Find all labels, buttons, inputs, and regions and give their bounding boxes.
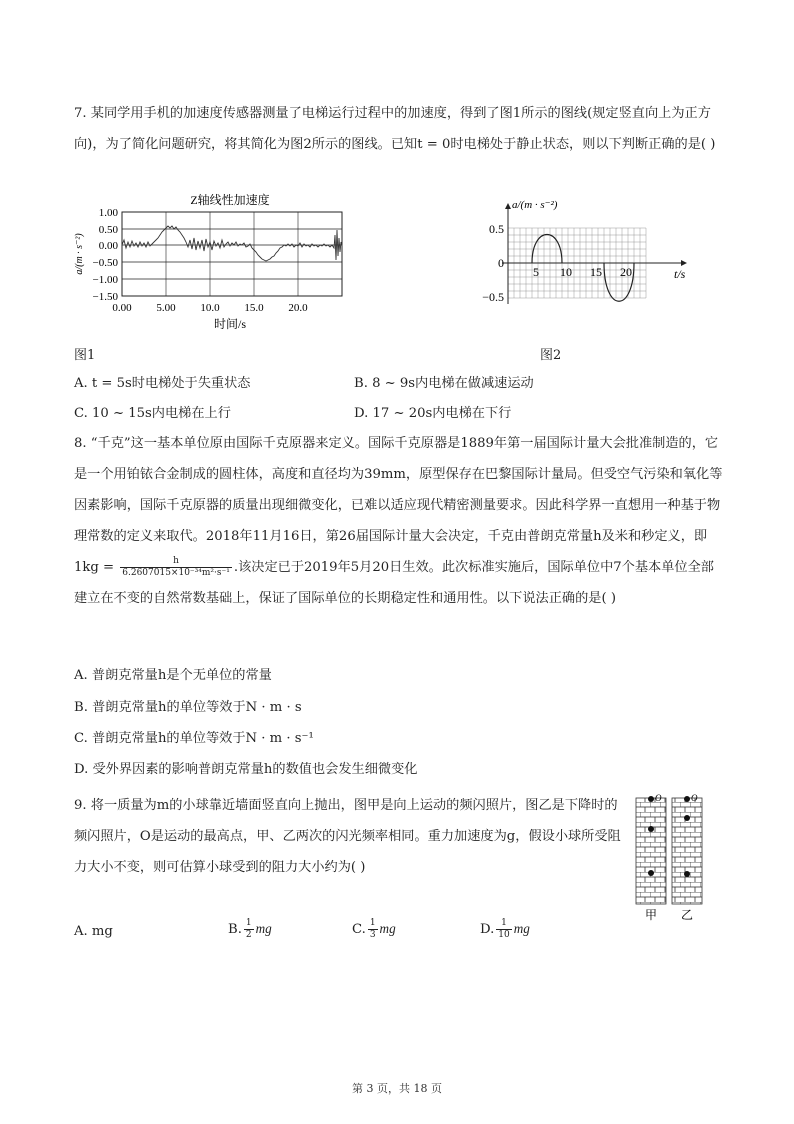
- q9-stem: 9. 将一质量为m的小球靠近墙面竖直向上抛出，图甲是向上运动的频闪照片，图乙是下降时的频闪照片，O是运动的最高点，甲、乙两次的闪光频率相同。重力加速度为g，假设小球所受阻力大小不变，则可估算小球受到的阻力大小约为( ): [74, 798, 621, 875]
- fig2-ytick-3: −0.5: [482, 290, 504, 304]
- fig2-xtick-3: 15: [590, 265, 602, 279]
- fig1-ylabel: a/(m · s⁻²): [74, 233, 85, 275]
- fig2-ytick-2: 0: [498, 256, 504, 270]
- fig2-xtick-1: 5: [533, 265, 539, 279]
- q9-label-o-yi: O: [691, 793, 698, 803]
- q8-option-b: B. 普朗克常量h的单位等效于N · m · s: [74, 700, 302, 715]
- fig1-xtick-1: 0.00: [112, 302, 132, 314]
- fig2-xlabel: t/s: [674, 267, 686, 281]
- fig1-title: Z轴线性加速度: [190, 193, 270, 207]
- q7-option-d: D. 17 ~ 20s内电梯在下行: [354, 406, 512, 421]
- q9-c-num: 1: [369, 918, 376, 928]
- q8-frac-denominator: 6.2607015×10⁻³⁴m²·s⁻¹: [122, 568, 230, 578]
- q9-d-den: 10: [498, 930, 510, 940]
- fig1-xtick-4: 15.0: [244, 302, 264, 314]
- q8-option-a: A. 普朗克常量h是个无单位的常量: [74, 668, 272, 683]
- fig1-accel-trace: [122, 226, 342, 261]
- q8-stem-part2: .该决定已于2019年5月20日生效。此次标准实施后，国际单位中7个基本单位全部建立在不变的自然常数基础上，保证了国际单位的长期稳定性和通用性。以下说法正确的是( ): [74, 560, 714, 606]
- fig1-ytick-3: 0.00: [98, 240, 118, 252]
- fig2-label: 图2: [540, 348, 562, 363]
- fig1-ytick-1: 1.00: [98, 207, 118, 219]
- q9-option-d-unit: mg: [513, 921, 530, 936]
- fig1-xtick-2: 5.00: [156, 302, 176, 314]
- q9-option-d: [480, 918, 530, 941]
- q8-option-d: D. 受外界因素的影响普朗克常量h的数值也会发生细微变化: [74, 762, 418, 777]
- fig1-accel-chart: [70, 190, 360, 340]
- q7-stem: 7. 某同学用手机的加速度传感器测量了电梯运行过程中的加速度，得到了图1所示的图线(规定竖直向上为正方向)，为了简化问题研究，将其简化为图2所示的图线。已知t = 0时电梯处于静止状态，则以下判断正确的是( ): [74, 106, 716, 152]
- q9-label-yi: 乙: [680, 908, 694, 922]
- fig2-ylabel: a/(m · s⁻²): [512, 199, 558, 211]
- fig2-xtick-2: 10: [560, 265, 572, 279]
- fig1-label: 图1: [74, 348, 96, 363]
- q8-frac-numerator: h: [120, 556, 232, 568]
- q9-option-a: A. mg: [74, 924, 113, 939]
- fig1-ytick-5: −1.00: [92, 274, 118, 286]
- q9-ball-yi-1: [684, 796, 690, 802]
- q8-kg-fraction: [120, 556, 232, 579]
- q9-b-den: 2: [245, 930, 252, 940]
- fig1-ytick-2: 0.50: [98, 224, 118, 236]
- q8-stem-part1: 8. “千克”这一基本单位原由国际千克原器来定义。国际千克原器是1889年第一届国际计量大会批准制造的，它是一个用铂铱合金制成的圆柱体，高度和直径均为39mm，原型保存在巴黎国际计量局。但受空气污染和氧化等因素影响，国际千克原器的质量出现细微变化，已难以适应现代精密测量要求。因此科学界一直想用一种基于物理常数的定义来取代。2018年11月16日，第26届国际计量大会决定，千克由普朗克常量h及米和秒定义，即1kg =: [74, 436, 723, 575]
- q9-label-o-jia: O: [655, 793, 662, 803]
- q9-option-b: [228, 918, 272, 941]
- fig2-xtick-4: 20: [620, 265, 632, 279]
- fig1-ytick-6: −1.50: [92, 291, 118, 303]
- q9-ball-yi-3: [684, 871, 690, 877]
- q9-option-d-prefix: D.: [480, 922, 495, 937]
- q9-ball-jia-3: [648, 870, 654, 876]
- q9-wall-jia: [636, 798, 666, 904]
- q7-option-c: C. 10 ~ 15s内电梯在上行: [74, 406, 231, 421]
- q9-d-num: 1: [496, 918, 511, 930]
- q9-option-b-prefix: B.: [228, 922, 242, 937]
- page-footer: 第 3 页，共 18 页: [352, 1082, 442, 1095]
- fig1-xlabel: 时间/s: [213, 317, 247, 331]
- q9-c-den: 3: [369, 930, 376, 940]
- q8-option-c: C. 普朗克常量h的单位等效于N · m · s⁻¹: [74, 731, 314, 746]
- fig1-ytick-4: −0.50: [92, 257, 118, 269]
- q9-option-c: [352, 918, 396, 941]
- q9-ball-yi-2: [684, 815, 690, 821]
- q9-ball-jia-2: [648, 826, 654, 832]
- q9-option-b-unit: mg: [255, 921, 272, 936]
- fig2-ytick-1: 0.5: [489, 222, 504, 236]
- q9-b-num: 1: [245, 918, 252, 928]
- q9-option-b-fraction: [244, 918, 254, 941]
- q9-strobe-figure: [630, 792, 710, 924]
- fig1-xtick-3: 10.0: [200, 302, 220, 314]
- q9-label-jia: 甲: [644, 908, 658, 922]
- fig2-at-chart: [472, 192, 712, 312]
- q9-wall-yi: [672, 798, 702, 904]
- q9-ball-jia-1: [648, 796, 654, 802]
- q7-option-b: B. 8 ~ 9s内电梯在做减速运动: [354, 376, 534, 391]
- q9-option-d-fraction: [496, 918, 511, 941]
- q9-option-c-prefix: C.: [352, 922, 366, 937]
- fig1-xtick-5: 20.0: [288, 302, 308, 314]
- q9-option-c-fraction: [368, 918, 378, 941]
- q7-option-a: A. t = 5s时电梯处于失重状态: [74, 376, 251, 391]
- q8-stem: [74, 428, 724, 614]
- q9-option-c-unit: mg: [379, 921, 396, 936]
